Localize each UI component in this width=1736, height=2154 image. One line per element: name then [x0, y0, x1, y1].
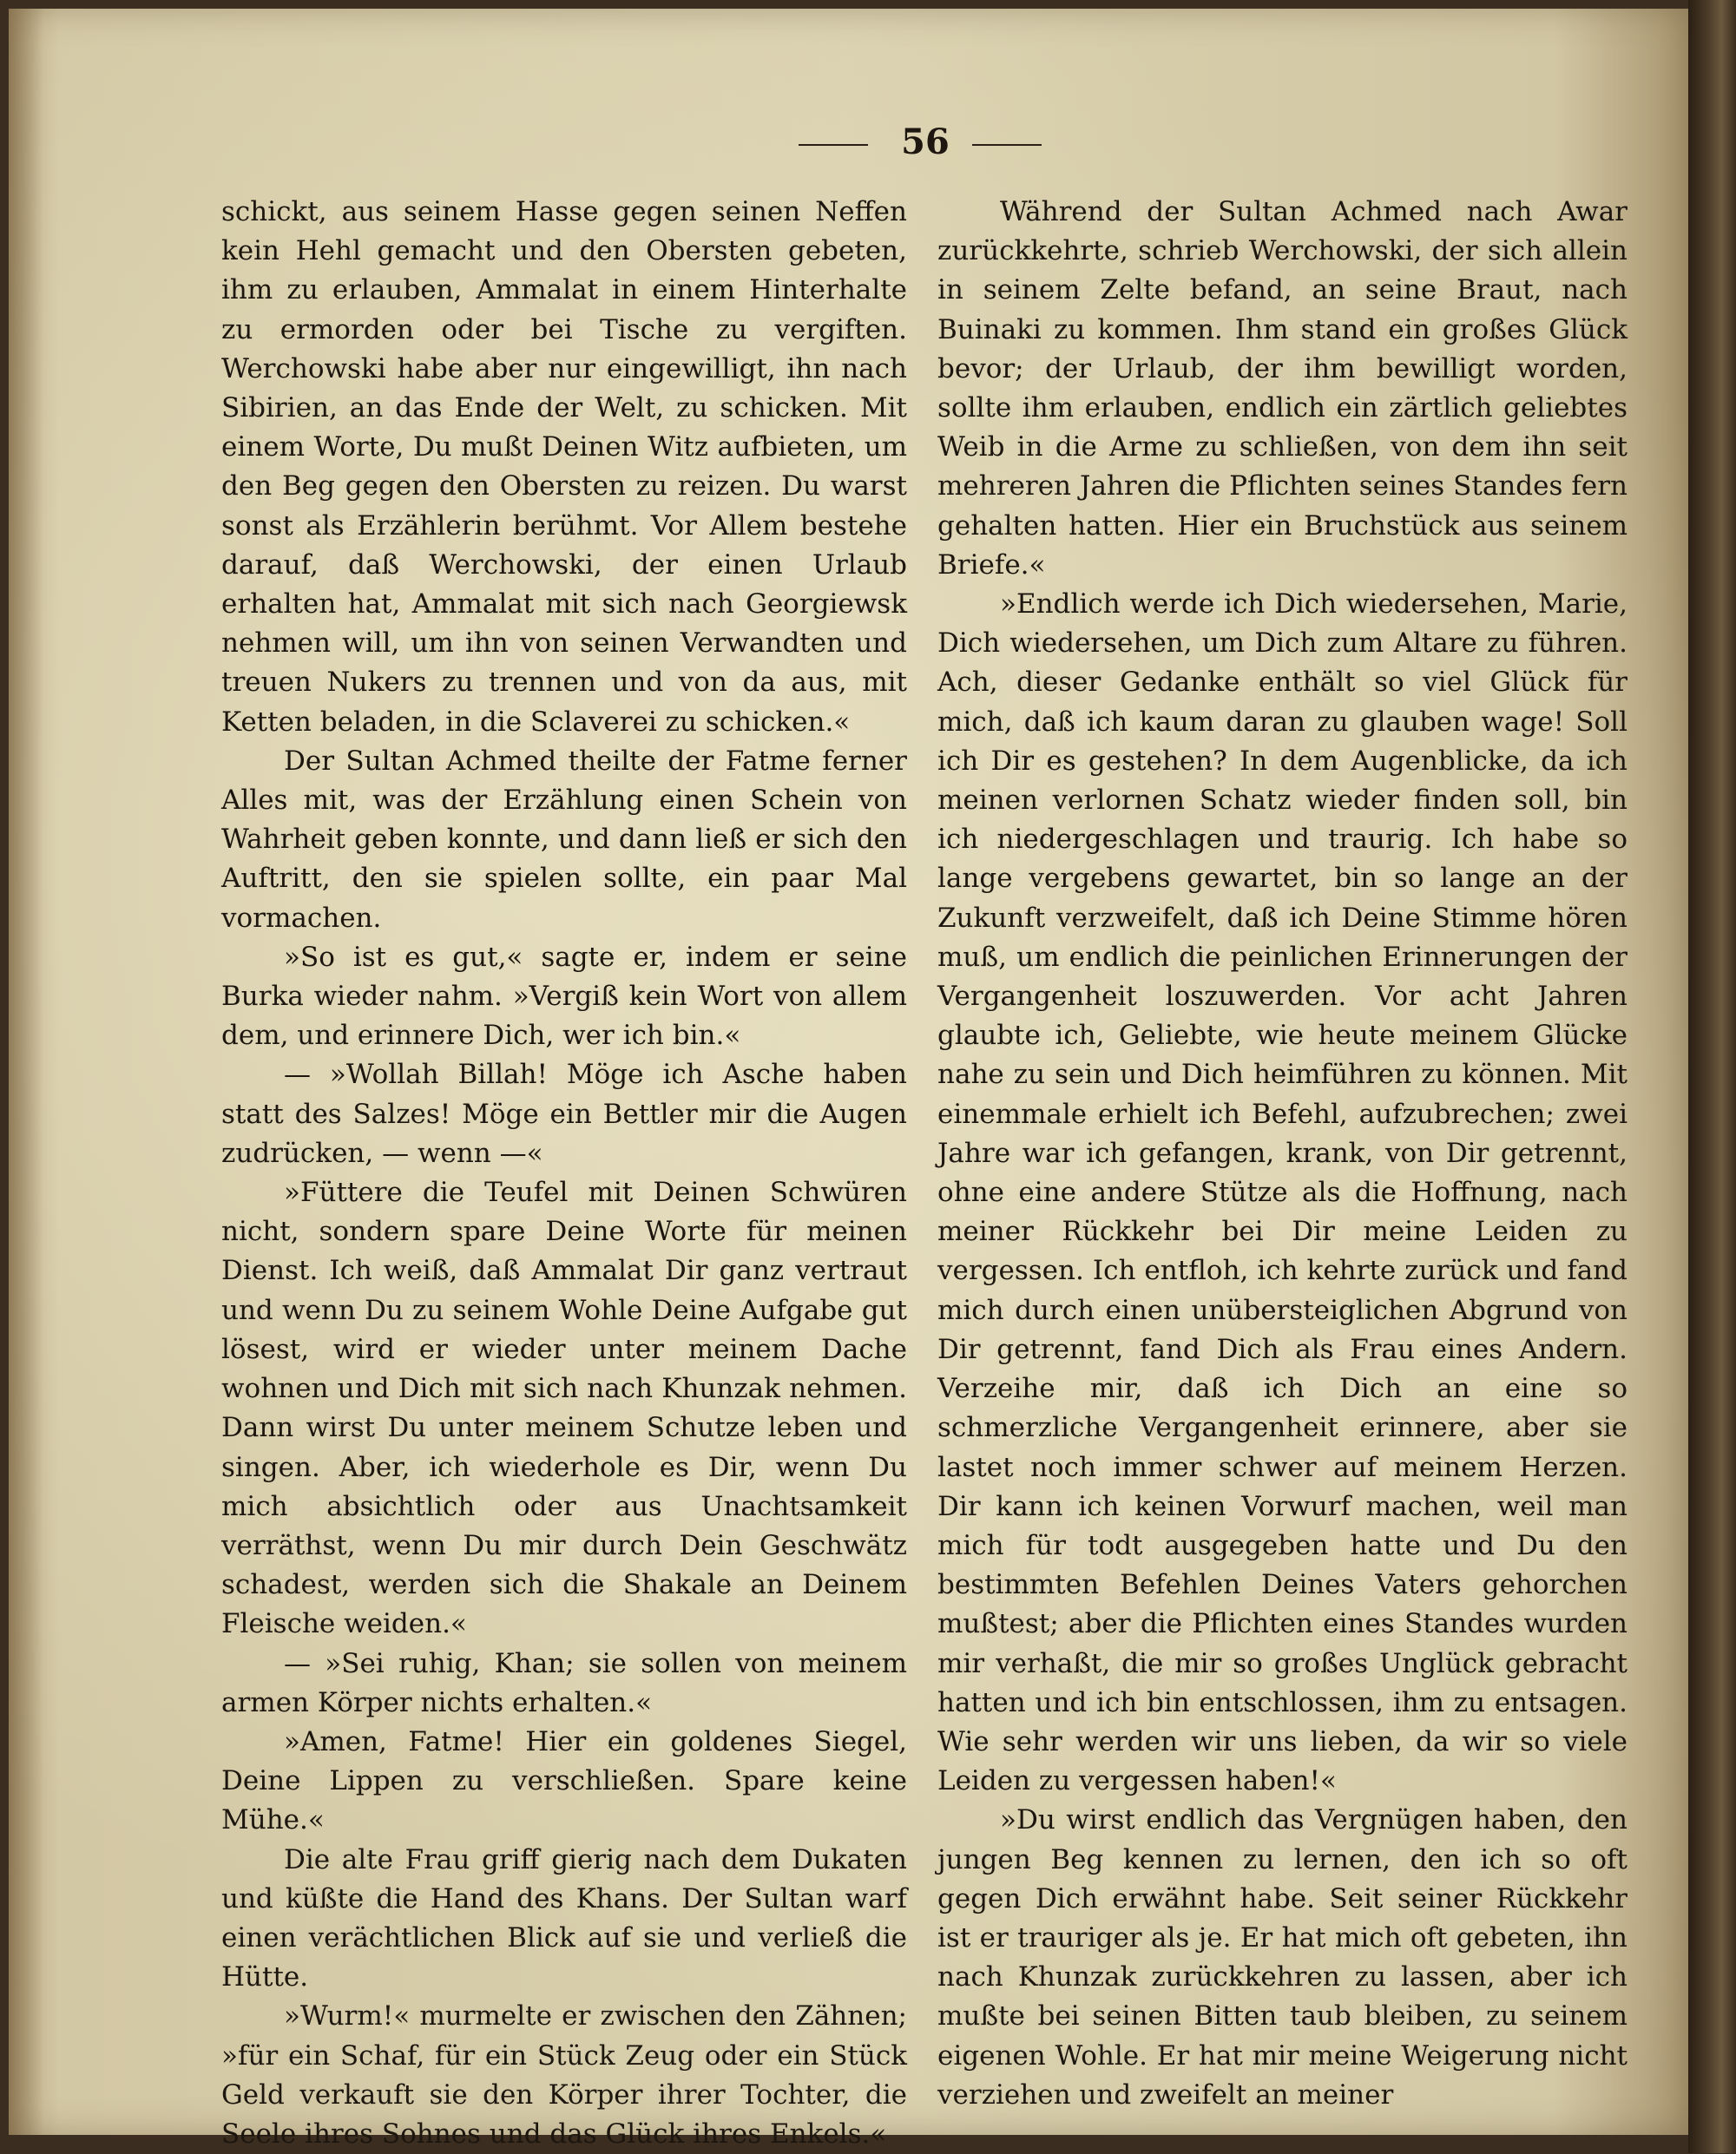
page-number: 56 — [901, 121, 950, 162]
left-text-column — [221, 193, 907, 2154]
paragraph: — »Wollah Billah! Möge ich Asche haben statt des Salzes! Möge ein Bettler mir die Augen zudrücken, — wenn —« — [221, 1059, 907, 1169]
header-rule-left — [799, 144, 868, 146]
book-gutter — [1688, 0, 1736, 2153]
paragraph: schickt, aus seinem Hasse gegen seinen Neffen kein Hehl gemacht und den Obersten gebeten, ihm zu erlauben, Ammalat in einem Hinterhalte zu ermorden oder bei Tische zu vergiften. Werchowski habe aber nur eingewilligt, ihn nach Sibirien, an das Ende der Welt, zu schicken. Mit einem Worte, Du mußt Deinen Witz aufbieten, um den Beg gegen den Obersten zu reizen. Du warst sonst als Erzählerin berühmt. Vor Allem bestehe darauf, daß Werchowski, der einen Urlaub erhalten hat, Ammalat mit sich nach Georgiewsk nehmen will, um ihn von seinen Verwandten und treuen Nukers zu trennen und von da aus, mit Ketten beladen, in die Sclaverei zu schicken.« — [221, 196, 907, 738]
paragraph: »Wurm!« murmelte er zwischen den Zähnen; »für ein Schaf, für ein Stück Zeug oder ein Stück Geld verkauft sie den Körper ihrer Tochter, die Seele ihres Sohnes und das Glück ihres Enkels.« — [221, 2000, 907, 2150]
paragraph: »Füttere die Teufel mit Deinen Schwüren nicht, sondern spare Deine Worte für meinen Dienst. Ich weiß, daß Ammalat Dir ganz vertraut und wenn Du zu seinem Wohle Deine Aufgabe gut lösest, wird er wieder unter meinem Dache wohnen und Dich mit sich nach Khunzak nehmen. Dann wirst Du unter meinem Schutze leben und singen. Aber, ich wiederhole es Dir, wenn Du mich absichtlich oder aus Unachtsamkeit verräthst, wenn Du mir durch Dein Geschwätz schadest, werden sich die Shakale an Deinem Fleische weiden.« — [221, 1177, 907, 1640]
paragraph: »So ist es gut,« sagte er, indem er seine Burka wieder nahm. »Vergiß kein Wort von allem dem, und erinnere Dich, wer ich bin.« — [221, 941, 907, 1052]
paragraph: »Du wirst endlich das Vergnügen haben, den jungen Beg kennen zu lernen, den ich so oft gegen Dich erwähnt habe. Seit seiner Rückkehr ist er trauriger als je. Er hat mich oft gebeten, ihn nach Khunzak zurückkehren zu lassen, aber ich mußte bei seinen Bitten taub bleiben, zu seinem eigenen Wohle. Er hat mir meine Weigerung nicht verziehen und zweifelt an meiner — [937, 1804, 1628, 2111]
paragraph: Während der Sultan Achmed nach Awar zurückkehrte, schrieb Werchowski, der sich allein in seinem Zelte befand, an seine Braut, nach Buinaki zu kommen. Ihm stand ein großes Glück bevor; der Urlaub, der ihm bewilligt worden, sollte ihm erlauben, endlich ein zärtlich geliebtes Weib in die Arme zu schließen, von dem ihn seit mehreren Jahren die Pflichten seines Standes fern gehalten hatten. Hier ein Bruchstück aus seinem Briefe.« — [937, 196, 1628, 581]
page-header — [799, 121, 1050, 165]
paragraph: »Endlich werde ich Dich wiedersehen, Marie, Dich wiedersehen, um Dich zum Altare zu führen. Ach, dieser Gedanke enthält so viel Glück für mich, daß ich kaum daran zu glauben wage! Soll ich Dir es gestehen? In dem Augenblicke, da ich meinen verlornen Schatz wieder finden soll, bin ich niedergeschlagen und traurig. Ich habe so lange vergebens gewartet, bin so lange an der Zukunft verzweifelt, daß ich Deine Stimme hören muß, um endlich die peinlichen Erinnerungen der Vergangenheit loszuwerden. Vor acht Jahren glaubte ich, Geliebte, wie heute meinem Glücke nahe zu sein und Dich heimführen zu können. Mit einemmale erhielt ich Befehl, aufzubrechen; zwei Jahre war ich gefangen, krank, von Dir getrennt, ohne eine andere Stütze als die Hoffnung, nach meiner Rückkehr bei Dir meine Leiden zu vergessen. Ich entfloh, ich kehrte zurück und fand mich durch einen unübersteiglichen Abgrund von Dir getrennt, fand Dich als Frau eines Andern. Verzeihe mir, daß ich Dich an eine so schmerzliche Vergangenheit erinnere, aber sie lastet noch immer schwer auf meinem Herzen. Dir kann ich keinen Vorwurf machen, weil man mich für todt ausgegeben hatte und Du den bestimmten Befehlen Deines Vaters gehorchen mußtest; aber die Pflichten eines Standes wurden mir verhaßt, die mir so großes Unglück gebracht hatten und ich bin entschlossen, ihm zu entsagen. Wie sehr werden wir uns lieben, da wir so viele Leiden zu vergessen haben!« — [937, 588, 1628, 1797]
paragraph: Der Sultan Achmed theilte der Fatme ferner Alles mit, was der Erzählung einen Schein von Wahrheit geben konnte, und dann ließ er sich den Auftritt, den sie spielen sollte, ein paar Mal vormachen. — [221, 745, 907, 934]
paragraph: Die alte Frau griff gierig nach dem Dukaten und küßte die Hand des Khans. Der Sultan warf einen verächtlichen Blick auf sie und verließ die Hütte. — [221, 1843, 907, 1993]
right-text-column — [937, 193, 1628, 2115]
page-edge-shadow — [9, 9, 43, 2135]
paragraph: — »Sei ruhig, Khan; sie sollen von meinem armen Körper nichts erhalten.« — [221, 1647, 907, 1718]
header-rule-right — [972, 144, 1042, 146]
paragraph: »Amen, Fatme! Hier ein goldenes Siegel, Deine Lippen zu verschließen. Spare keine Mühe.« — [221, 1725, 907, 1836]
